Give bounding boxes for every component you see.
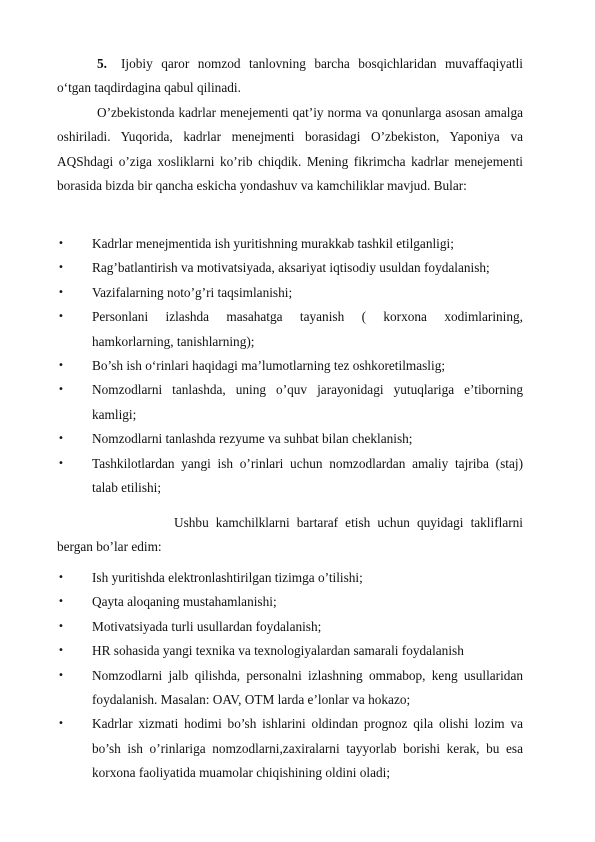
point-number: 5. [97,56,107,71]
list-item: • HR sohasida yangi texnika va texnologiyalardan samarali foydalanish [57,639,523,663]
list-item: • Nomzodlarni jalb qilishda, personalni izlashning ommabop, keng usullaridan foydalanish. Masalan: OAV, OTM larda e’lonlar va hokazo; [57,664,523,713]
list-item: • Nomzodlarni tanlashda, uning o’quv jarayonidagi yutuqlariga e’tiborning kamligi; [57,378,523,427]
list-item: • Nomzodlarni tanlashda rezyume va suhbat bilan cheklanish; [57,427,523,451]
list-item: • Rag’batlantirish va motivatsiyada, aksariyat iqtisodiy usuldan foydalanish; [57,256,523,280]
list-item: • Tashkilotlardan yangi ish o’rinlari uchun nomzodlardan amaliy tajriba (staj) talab etilishi; [57,452,523,501]
list-item: • Vazifalarning noto’g’ri taqsimlanishi; [57,281,523,305]
list-item: • Ish yuritishda elektronlashtirilgan tizimga o’tilishi; [57,566,523,590]
list-item: • Bo’sh ish o‘rinlari haqidagi ma’lumotlarning tez oshkoretilmaslig; [57,354,523,378]
shortcomings-list [57,232,523,500]
list-item: • Qayta aloqaning mustahamlanishi; [57,590,523,614]
list-item: • Personlani izlashda masahatga tayanish ( korxona xodimlarining, hamkorlarning, tanishlarning); [57,305,523,354]
intro-paragraph: O’zbekistonda kadrlar menejementi qat’iy norma va qonunlarga asosan amalga oshiriladi. Yuqorida, kadrlar menejmenti borasidagi O’zbekiston, Yaponiya va AQShdagi o’ziga xosliklarni ko’rib chiqdik. Mening fikrimcha kadrlar menejementi borasida bizda bir qancha eskicha yondashuv va kamchiliklar mavjud. Bular: [57,105,523,194]
list-item: • Kadrlar xizmati hodimi bo’sh ishlarini oldindan prognoz qila olishi lozim va bo’sh ish o’rinlariga nomzodlarni,zaxiralarni tayyorlab borishi kerak, bu esa korxona faoliyatida muamolar chiqishining oldini oladi; [57,712,523,785]
point-5-paragraph [57,52,523,101]
proposals-intro-paragraph: Ushbu kamchilklarni bartaraf etish uchun quyidagi takliflarni bergan bo’lar edim: [57,515,523,555]
list-item: • Kadrlar menejmentida ish yuritishning murakkab tashkil etilganligi; [57,232,523,256]
proposals-list [57,566,523,786]
list-item: • Motivatsiyada turli usullardan foydalanish; [57,615,523,639]
point-5-text: Ijobiy qaror nomzod tanlovning barcha bosqichlaridan muvaffaqiyatli o‘tgan taqdirdagina qabul qilinadi. [57,56,523,96]
